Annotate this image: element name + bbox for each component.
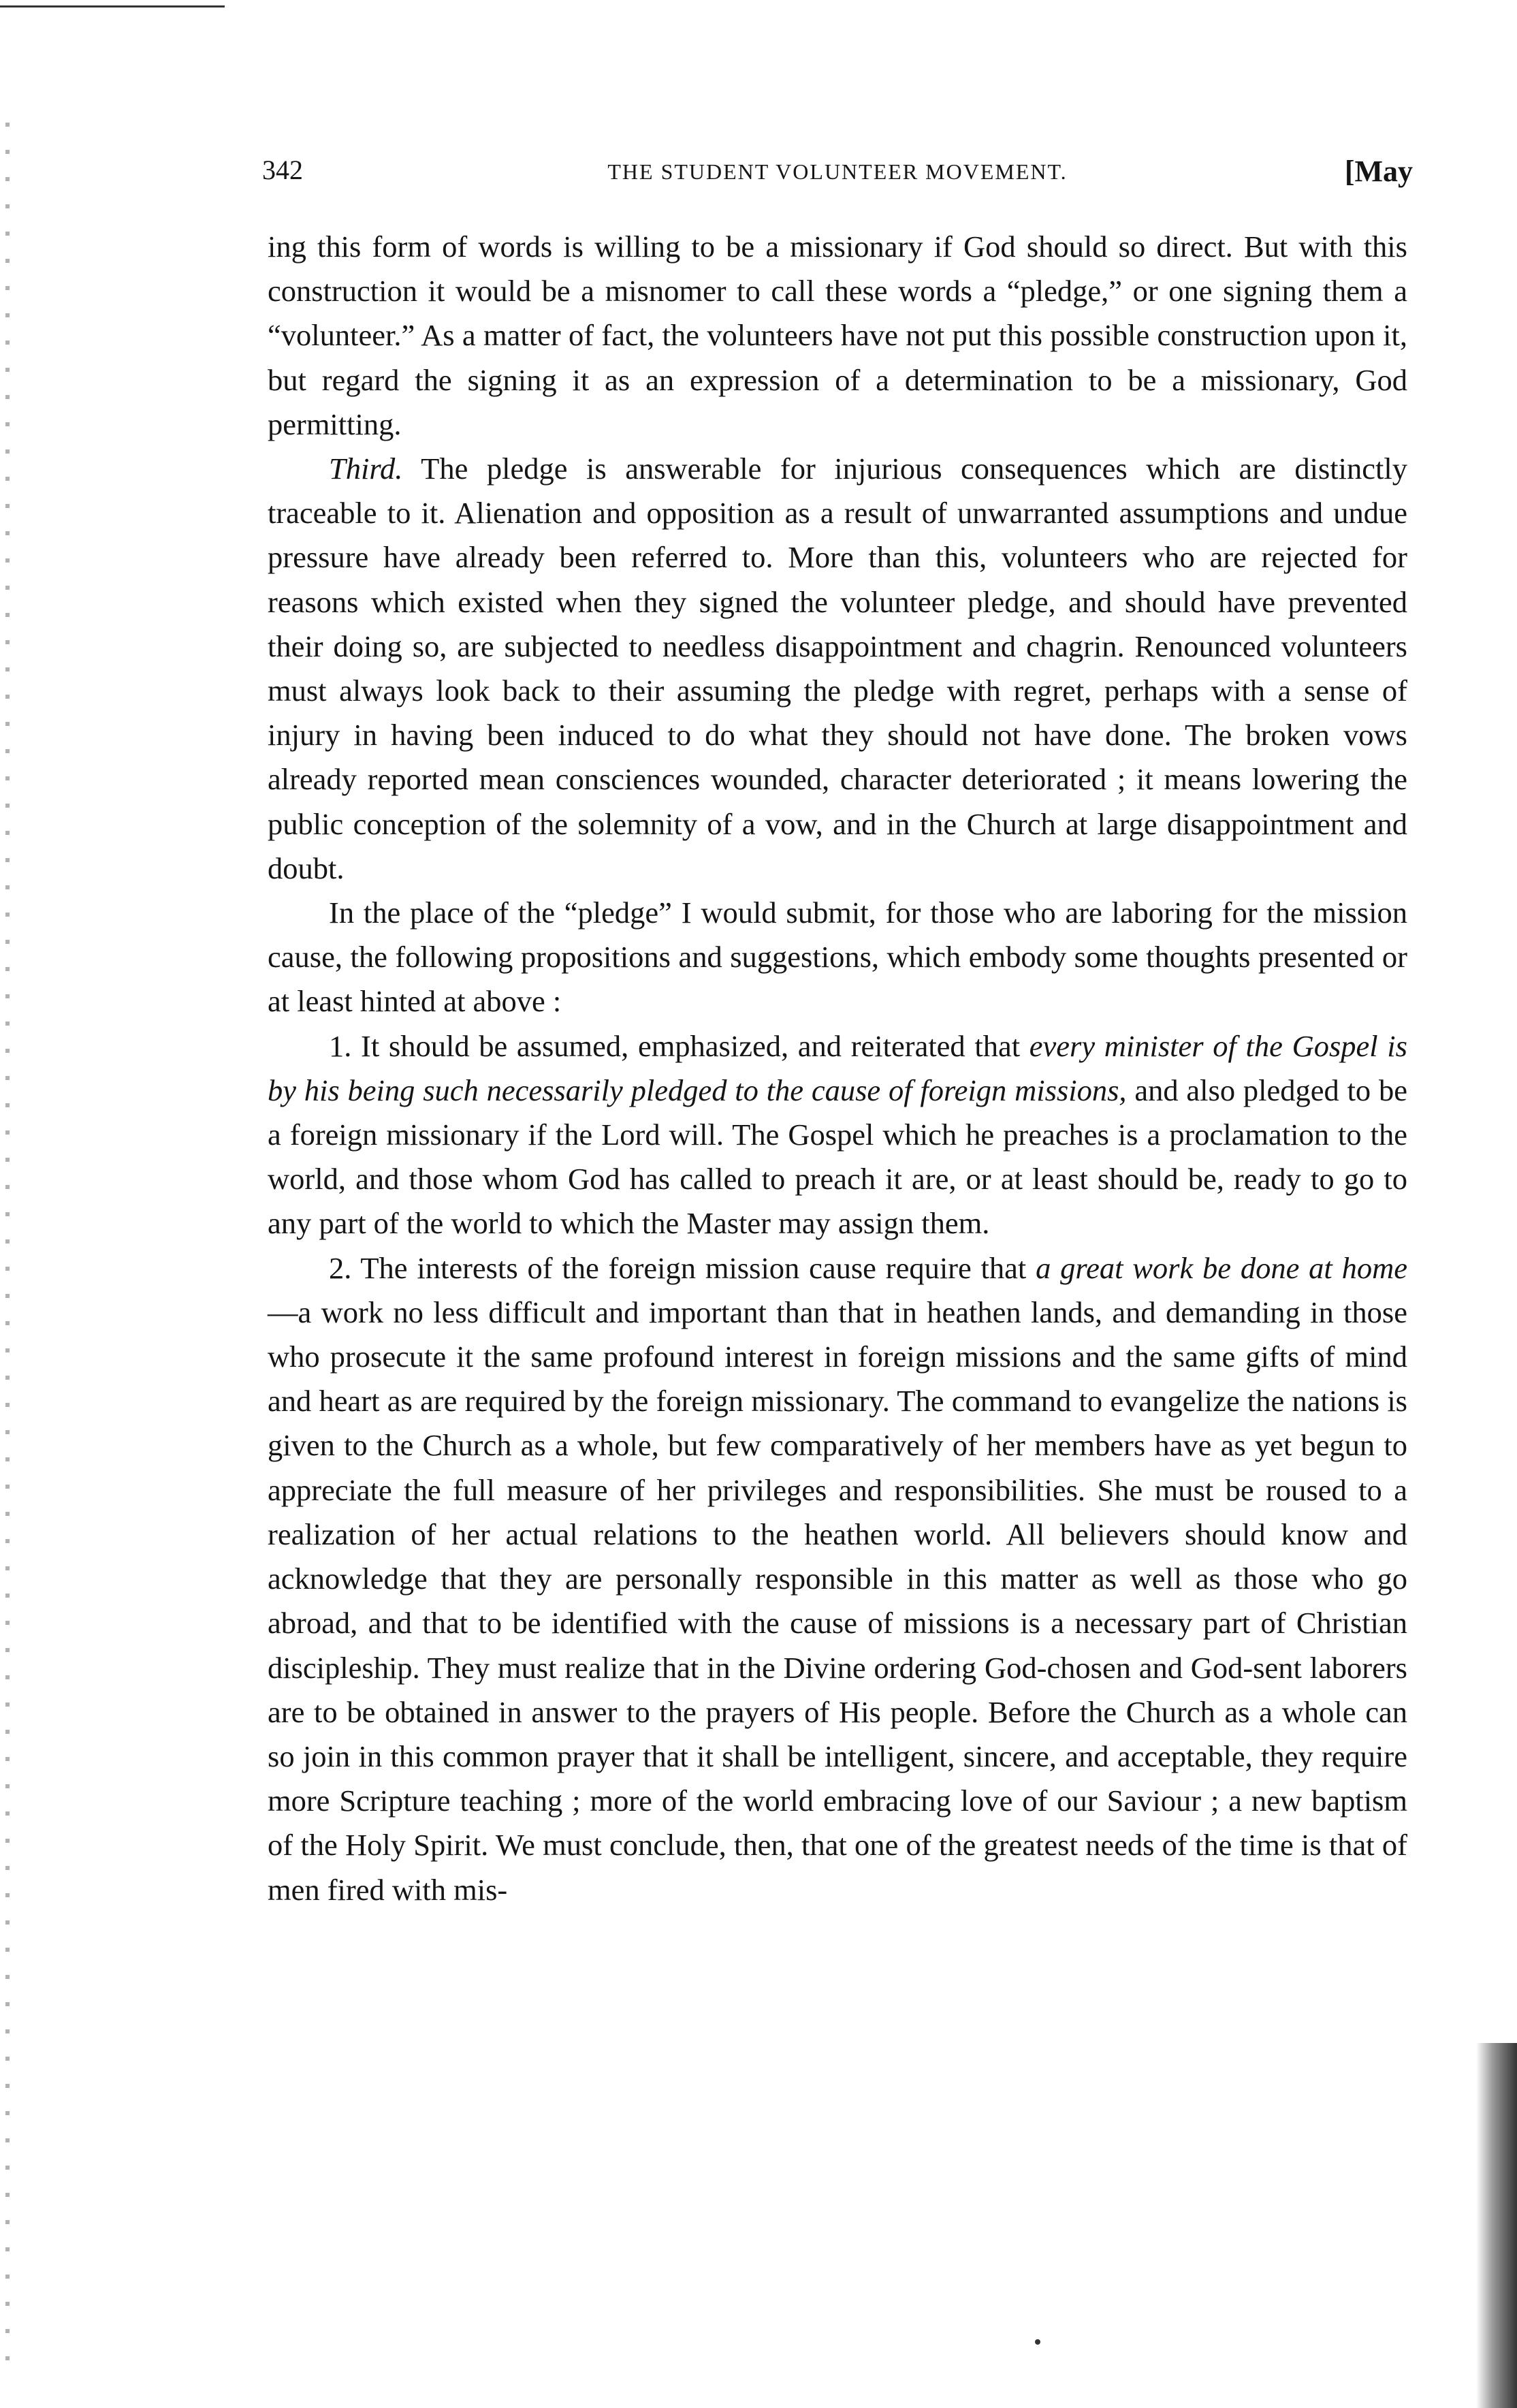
paragraph-3 [268,891,1407,1024]
paragraph-1-text: ing this form of words is willing to be a missionary if God should so direct. But with this construction it would be a misnomer to call these words a “pledge,” or one signing them a “volunteer.” As a matter of fact, the volunteers have not put this possible construction upon it, but regard the signing it as an expression of a determination to be a missionary, God permitting. [268,229,1407,441]
running-header [262,154,1413,202]
paragraph-4 [268,1024,1407,1246]
paragraph-4-text-a: 1. It should be assumed, emphasized, and reiterated that [329,1028,1029,1063]
paragraph-2 [268,447,1407,891]
paragraph-5-text-b: —a work no less difficult and important than that in heathen lands, and demanding in those who prosecute it the same profound interest in foreign missions and the same gifts of mind and heart as are required by the foreign missionary. The command to evangelize the nations is given to the Church as a whole, but few comparatively of her members have as yet begun to appreciate the full measure of her privileges and responsibilities. She must be roused to a realization of her actual relations to the heathen world. All believers should know and acknowledge that they are personally responsible in this matter as well as those who go abroad, and that to be identified with the cause of missions is a necessary part of Christian discipleship. They must realize that in the Divine ordering God-chosen and God-sent laborers are to be obtained in answer to the prayers of His people. Before the Church as a whole can so join in this common prayer that it shall be intelligent, sincere, and acceptable, they require more Scripture teaching ; more of the world embracing love of our Saviour ; a new baptism of the Holy Spirit. We must conclude, then, that one of the greatest needs of the time is that of men fired with mis- [268,1295,1407,1907]
page-top-rule [0,5,225,7]
paragraph-2-text: The pledge is answerable for injurious consequences which are distinctly traceable to it. Alienation and opposition as a result of unwarranted assumptions and undue pressure have already been referred to. More than this, volunteers who are rejected for reasons which existed when they signed the volunteer pledge, and should have prevented their doing so, are subjected to needless disappointment and chagrin. Renounced volunteers must always look back to their assuming the pledge with regret, perhaps with a sense of injury in having been induced to do what they should not have done. The broken vows already reported mean consciences wounded, character deteriorated ; it means lowering the public conception of the solemnity of a vow, and in the Church at large disappointment and doubt. [268,452,1407,885]
paragraph-4-emphasis: every minister of the Gospel is by his being such necessarily pledged to the cause of foreign missions, [268,1028,1407,1107]
paragraph-5-text-a: 2. The interests of the foreign mission cause require that [329,1250,1036,1285]
paragraph-5 [268,1246,1407,1912]
page-left-edge-marks [5,123,10,2370]
body-text [268,225,1407,1912]
paragraph-1 [268,225,1407,447]
paragraph-2-lead: Third. [329,452,403,486]
page-number: 342 [262,155,303,185]
page-right-edge-shadow [1476,2043,1517,2408]
running-title: THE STUDENT VOLUNTEER MOVEMENT. [607,159,1068,184]
header-month: [May [1344,155,1413,188]
footer-dot [1035,2339,1040,2345]
paragraph-5-emphasis: a great work be done at home [1036,1250,1407,1285]
paragraph-3-text: In the place of the “pledge” I would submit, for those who are laboring for the mission cause, the following propositions and suggestions, which embody some thoughts presented or at least hinted at above : [268,896,1407,1019]
paragraph-4-text-b: and also pledged to be a foreign missionary if the Lord will. The Gospel which he preaches is a proclamation to the world, and those whom God has called to preach it are, or at least should be, ready to go to any part of the world to which the Master may assign them. [268,1073,1407,1241]
